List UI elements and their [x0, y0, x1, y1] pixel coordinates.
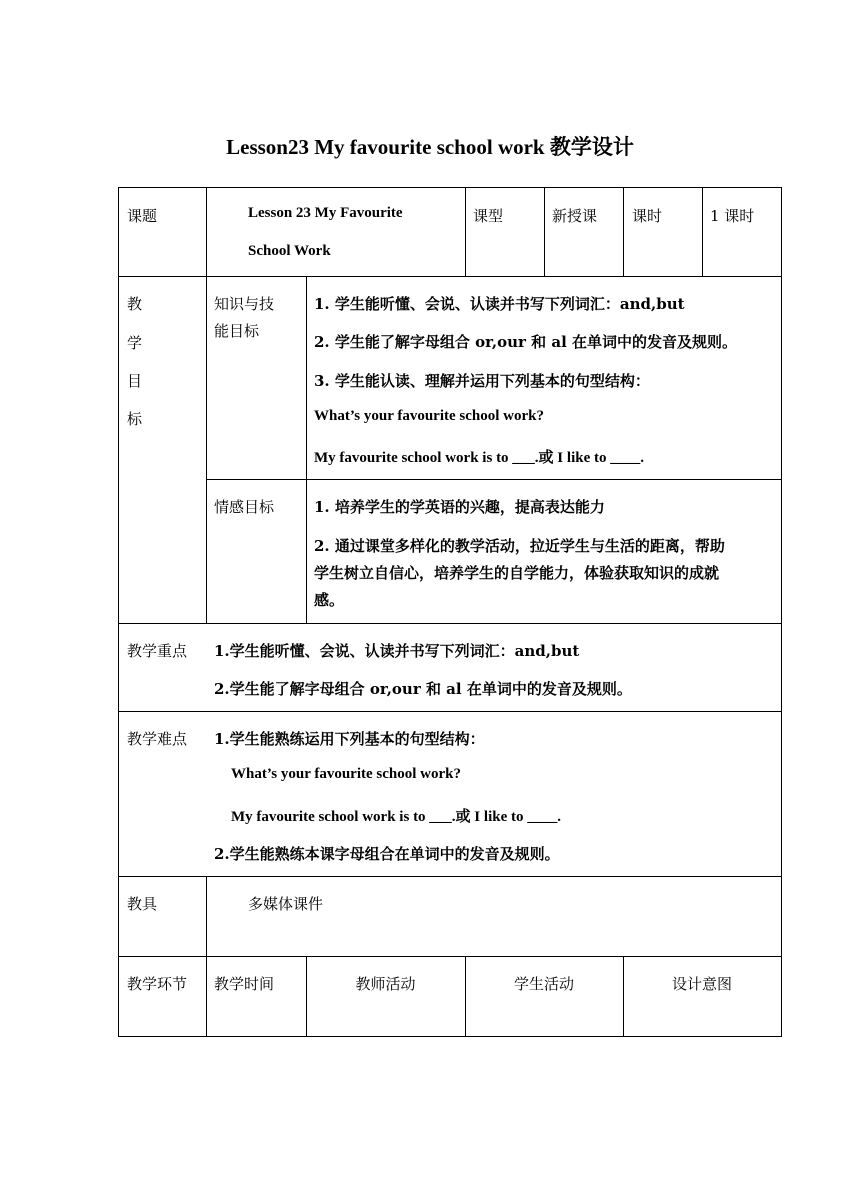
knowledge-label-line1: 知识与技: [214, 295, 275, 313]
emotion-item-1: 1. 培养学生的学英语的兴趣，提高表达能力: [314, 498, 605, 516]
label-periods: 课时: [632, 207, 663, 225]
key-points-label: 教学重点: [127, 642, 188, 660]
lesson-title-line1: Lesson 23 My Favourite: [248, 205, 403, 221]
col-design-intent: 设计意图: [671, 975, 732, 993]
knowledge-item-5: My favourite school work is to ___.或 I like to ____.: [314, 450, 644, 466]
lesson-type-value: 新授课: [552, 207, 598, 225]
label-topic: 课题: [127, 207, 158, 225]
periods-value: 1 课时: [710, 207, 755, 225]
emotion-item-2-line3: 感。: [314, 591, 345, 609]
knowledge-item-3: 3. 学生能认读、理解并运用下列基本的句型结构：: [314, 372, 650, 390]
difficulty-sentence-2: My favourite school work is to ___.或 I like to ____.: [231, 809, 561, 825]
tools-value: 多媒体课件: [248, 895, 324, 913]
difficulty-2: 2.学生能熟练本课字母组合在单词中的发音及规则。: [214, 845, 560, 863]
emotion-label: 情感目标: [214, 498, 275, 516]
col-teacher-activity: 教师活动: [355, 975, 416, 993]
emotion-item-2-line2: 学生树立自信心，培养学生的自学能力，体验获取知识的成就: [314, 564, 720, 582]
col-student-activity: 学生活动: [513, 975, 574, 993]
key-point-2: 2.学生能了解字母组合 or,our 和 al 在单词中的发音及规则。: [214, 680, 632, 698]
difficulty-1: 1.学生能熟练运用下列基本的句型结构：: [214, 730, 485, 748]
knowledge-label-line2: 能目标: [214, 322, 260, 340]
goals-label-char-1: 教: [127, 295, 143, 313]
goals-label-char-3: 目: [127, 372, 143, 390]
goals-label-char-2: 学: [127, 334, 143, 352]
tools-label: 教具: [127, 895, 158, 913]
col-teaching-time: 教学时间: [214, 975, 275, 993]
goals-label-char-4: 标: [127, 410, 143, 428]
knowledge-item-1: 1. 学生能听懂、会说、认读并书写下列词汇：and,but: [314, 295, 685, 313]
emotion-item-2-line1: 2. 通过课堂多样化的教学活动，拉近学生与生活的距离，帮助: [314, 537, 725, 555]
page-title: Lesson23 My favourite school work 教学设计: [226, 135, 634, 159]
lesson-title-line2: School Work: [248, 243, 331, 259]
knowledge-item-2: 2. 学生能了解字母组合 or,our 和 al 在单词中的发音及规则。: [314, 333, 738, 351]
label-lesson-type: 课型: [473, 207, 504, 225]
key-point-1: 1.学生能听懂、会说、认读并书写下列词汇：and,but: [214, 642, 580, 660]
process-label: 教学环节: [127, 975, 188, 993]
difficulties-label: 教学难点: [127, 730, 188, 748]
difficulty-sentence-1: What’s your favourite school work?: [231, 766, 461, 782]
knowledge-item-4: What’s your favourite school work?: [314, 408, 544, 424]
